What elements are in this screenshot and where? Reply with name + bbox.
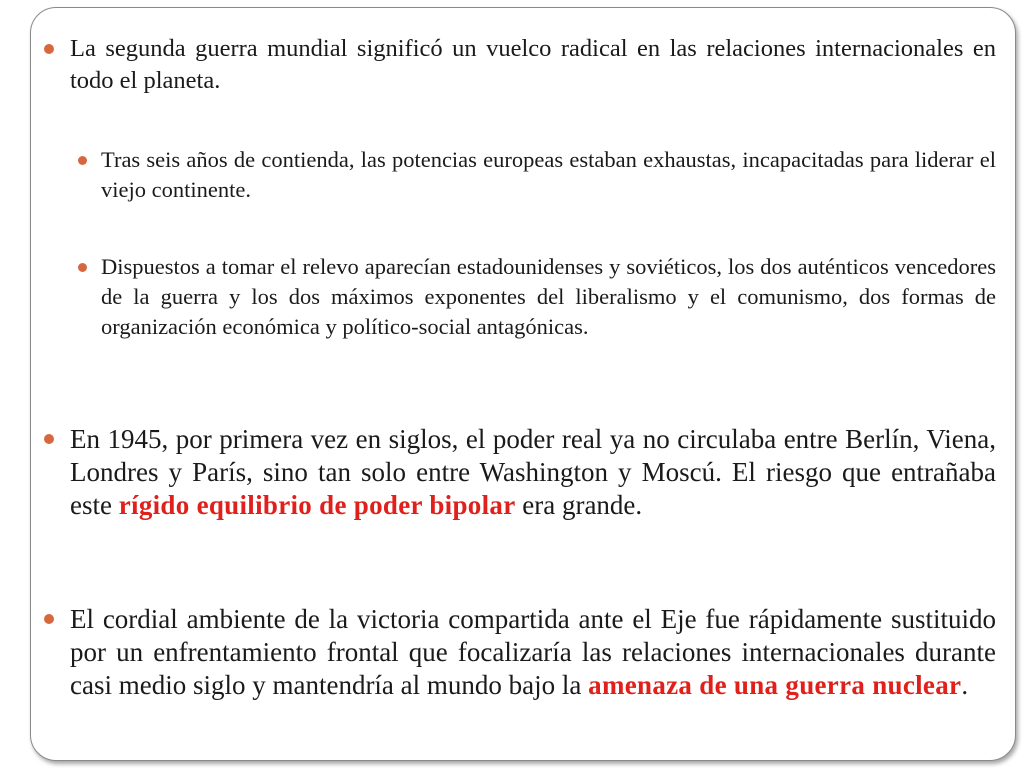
- highlighted-phrase: amenaza de una guerra nuclear: [588, 670, 962, 700]
- sub-bullet-dot-icon: [78, 263, 87, 272]
- sub-bullet-dot-icon: [78, 156, 87, 165]
- bullet-dot-icon: [44, 44, 54, 54]
- bullet-dot-icon: [44, 614, 54, 624]
- sub-bullet-item: [101, 252, 996, 342]
- bullet-item: [70, 33, 996, 97]
- highlighted-phrase: rígido equilibrio de poder bipolar: [118, 490, 516, 520]
- bullet-dot-icon: [44, 434, 54, 444]
- text-segment: En 1945, por primera vez en siglos, el poder real ya no circulaba entre Berlín, Viena, Londres y París, sino tan solo entre Washington y Moscú. El riesgo que entrañaba este: [70, 424, 996, 520]
- bullet-item: [70, 603, 996, 702]
- bullet-text: La segunda guerra mundial significó un vuelco radical en las relaciones internacionales en todo el planeta.: [70, 35, 996, 94]
- bullet-item: [70, 423, 996, 522]
- text-segment: era grande.: [515, 490, 643, 520]
- sub-bullet-text: Tras seis años de contienda, las potencias europeas estaban exhaustas, incapacitadas para liderar el viejo continente.: [101, 147, 996, 202]
- sub-bullet-item: [101, 145, 996, 205]
- text-segment: El cordial ambiente de la victoria compartida ante el Eje fue rápidamente sustituido por un enfrentamiento frontal que focalizaría las relaciones internacionales durante casi medio siglo y mantendría al mundo bajo la: [70, 604, 996, 700]
- bullet-text: [70, 423, 996, 522]
- sub-bullet-text: Dispuestos a tomar el relevo aparecían estadounidenses y soviéticos, los dos auténticos vencedores de la guerra y los dos máximos exponentes del liberalismo y el comunismo, dos formas de organización económica y político-social antagónicas.: [101, 254, 996, 339]
- text-segment: .: [961, 670, 969, 700]
- bullet-text: [70, 603, 996, 702]
